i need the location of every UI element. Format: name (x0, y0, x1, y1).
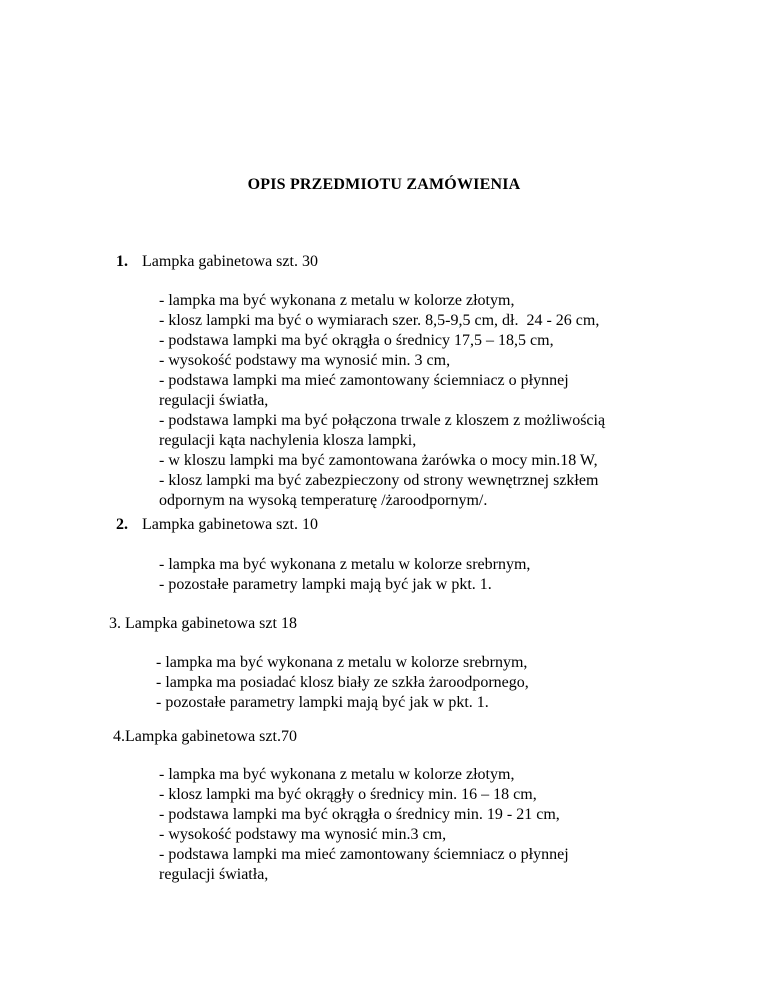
list-item: regulacji światła, (159, 392, 269, 409)
section-1-list (159, 291, 605, 511)
list-item: regulacji kąta nachylenia klosza lampki, (159, 432, 417, 449)
list-item: - pozostałe parametry lampki mają być jak w pkt. 1. (159, 576, 492, 593)
document-title: OPIS PRZEDMIOTU ZAMÓWIENIA (247, 176, 521, 193)
list-item: - lampka ma być wykonana z metalu w kolorze złotym, (159, 766, 515, 783)
list-item: - wysokość podstawy ma wynosić min. 3 cm, (159, 352, 451, 369)
section-4-list (159, 765, 569, 885)
list-item: - pozostałe parametry lampki mają być jak w pkt. 1. (156, 694, 489, 711)
section-1-number: 1. (116, 253, 128, 270)
list-item: - lampka ma być wykonana z metalu w kolorze złotym, (159, 292, 515, 309)
section-1-heading (116, 252, 318, 272)
list-item: - lampka ma posiadać klosz biały ze szkła żaroodpornego, (156, 674, 529, 691)
section-3-list (156, 653, 529, 713)
list-item: - lampka ma być wykonana z metalu w kolorze srebrnym, (156, 654, 528, 671)
list-item: odpornym na wysoką temperaturę /żaroodpornym/. (159, 492, 488, 509)
list-item: - lampka ma być wykonana z metalu w kolorze srebrnym, (159, 556, 531, 573)
list-item: - podstawa lampki ma mieć zamontowany ściemniacz o płynnej (159, 846, 569, 863)
list-item: - podstawa lampki ma mieć zamontowany ściemniacz o płynnej (159, 372, 569, 389)
list-item: regulacji światła, (159, 866, 269, 883)
list-item: - wysokość podstawy ma wynosić min.3 cm, (159, 826, 447, 843)
list-item: - klosz lampki ma być zabezpieczony od strony wewnętrznej szkłem (159, 472, 599, 489)
section-1-title: Lampka gabinetowa szt. 30 (142, 253, 318, 270)
list-item: - podstawa lampki ma być połączona trwale z kloszem z możliwością (159, 412, 606, 429)
section-3-title: 3. Lampka gabinetowa szt 18 (109, 615, 297, 632)
section-2-title: Lampka gabinetowa szt. 10 (142, 516, 318, 533)
section-2-heading (116, 515, 318, 535)
section-2-number: 2. (116, 516, 128, 533)
section-4-heading (113, 727, 297, 747)
list-item: - w kloszu lampki ma być zamontowana żarówka o mocy min.18 W, (159, 452, 598, 469)
section-4-title: 4.Lampka gabinetowa szt.70 (113, 728, 297, 745)
list-item: - podstawa lampki ma być okrągła o średnicy min. 19 - 21 cm, (159, 806, 560, 823)
list-item: - klosz lampki ma być o wymiarach szer. 8,5-9,5 cm, dł. 24 - 26 cm, (159, 312, 600, 329)
list-item: - klosz lampki ma być okrągły o średnicy min. 16 – 18 cm, (159, 786, 537, 803)
section-3-heading (109, 614, 297, 634)
section-2-list (159, 555, 530, 595)
list-item: - podstawa lampki ma być okrągła o średnicy 17,5 – 18,5 cm, (159, 332, 554, 349)
